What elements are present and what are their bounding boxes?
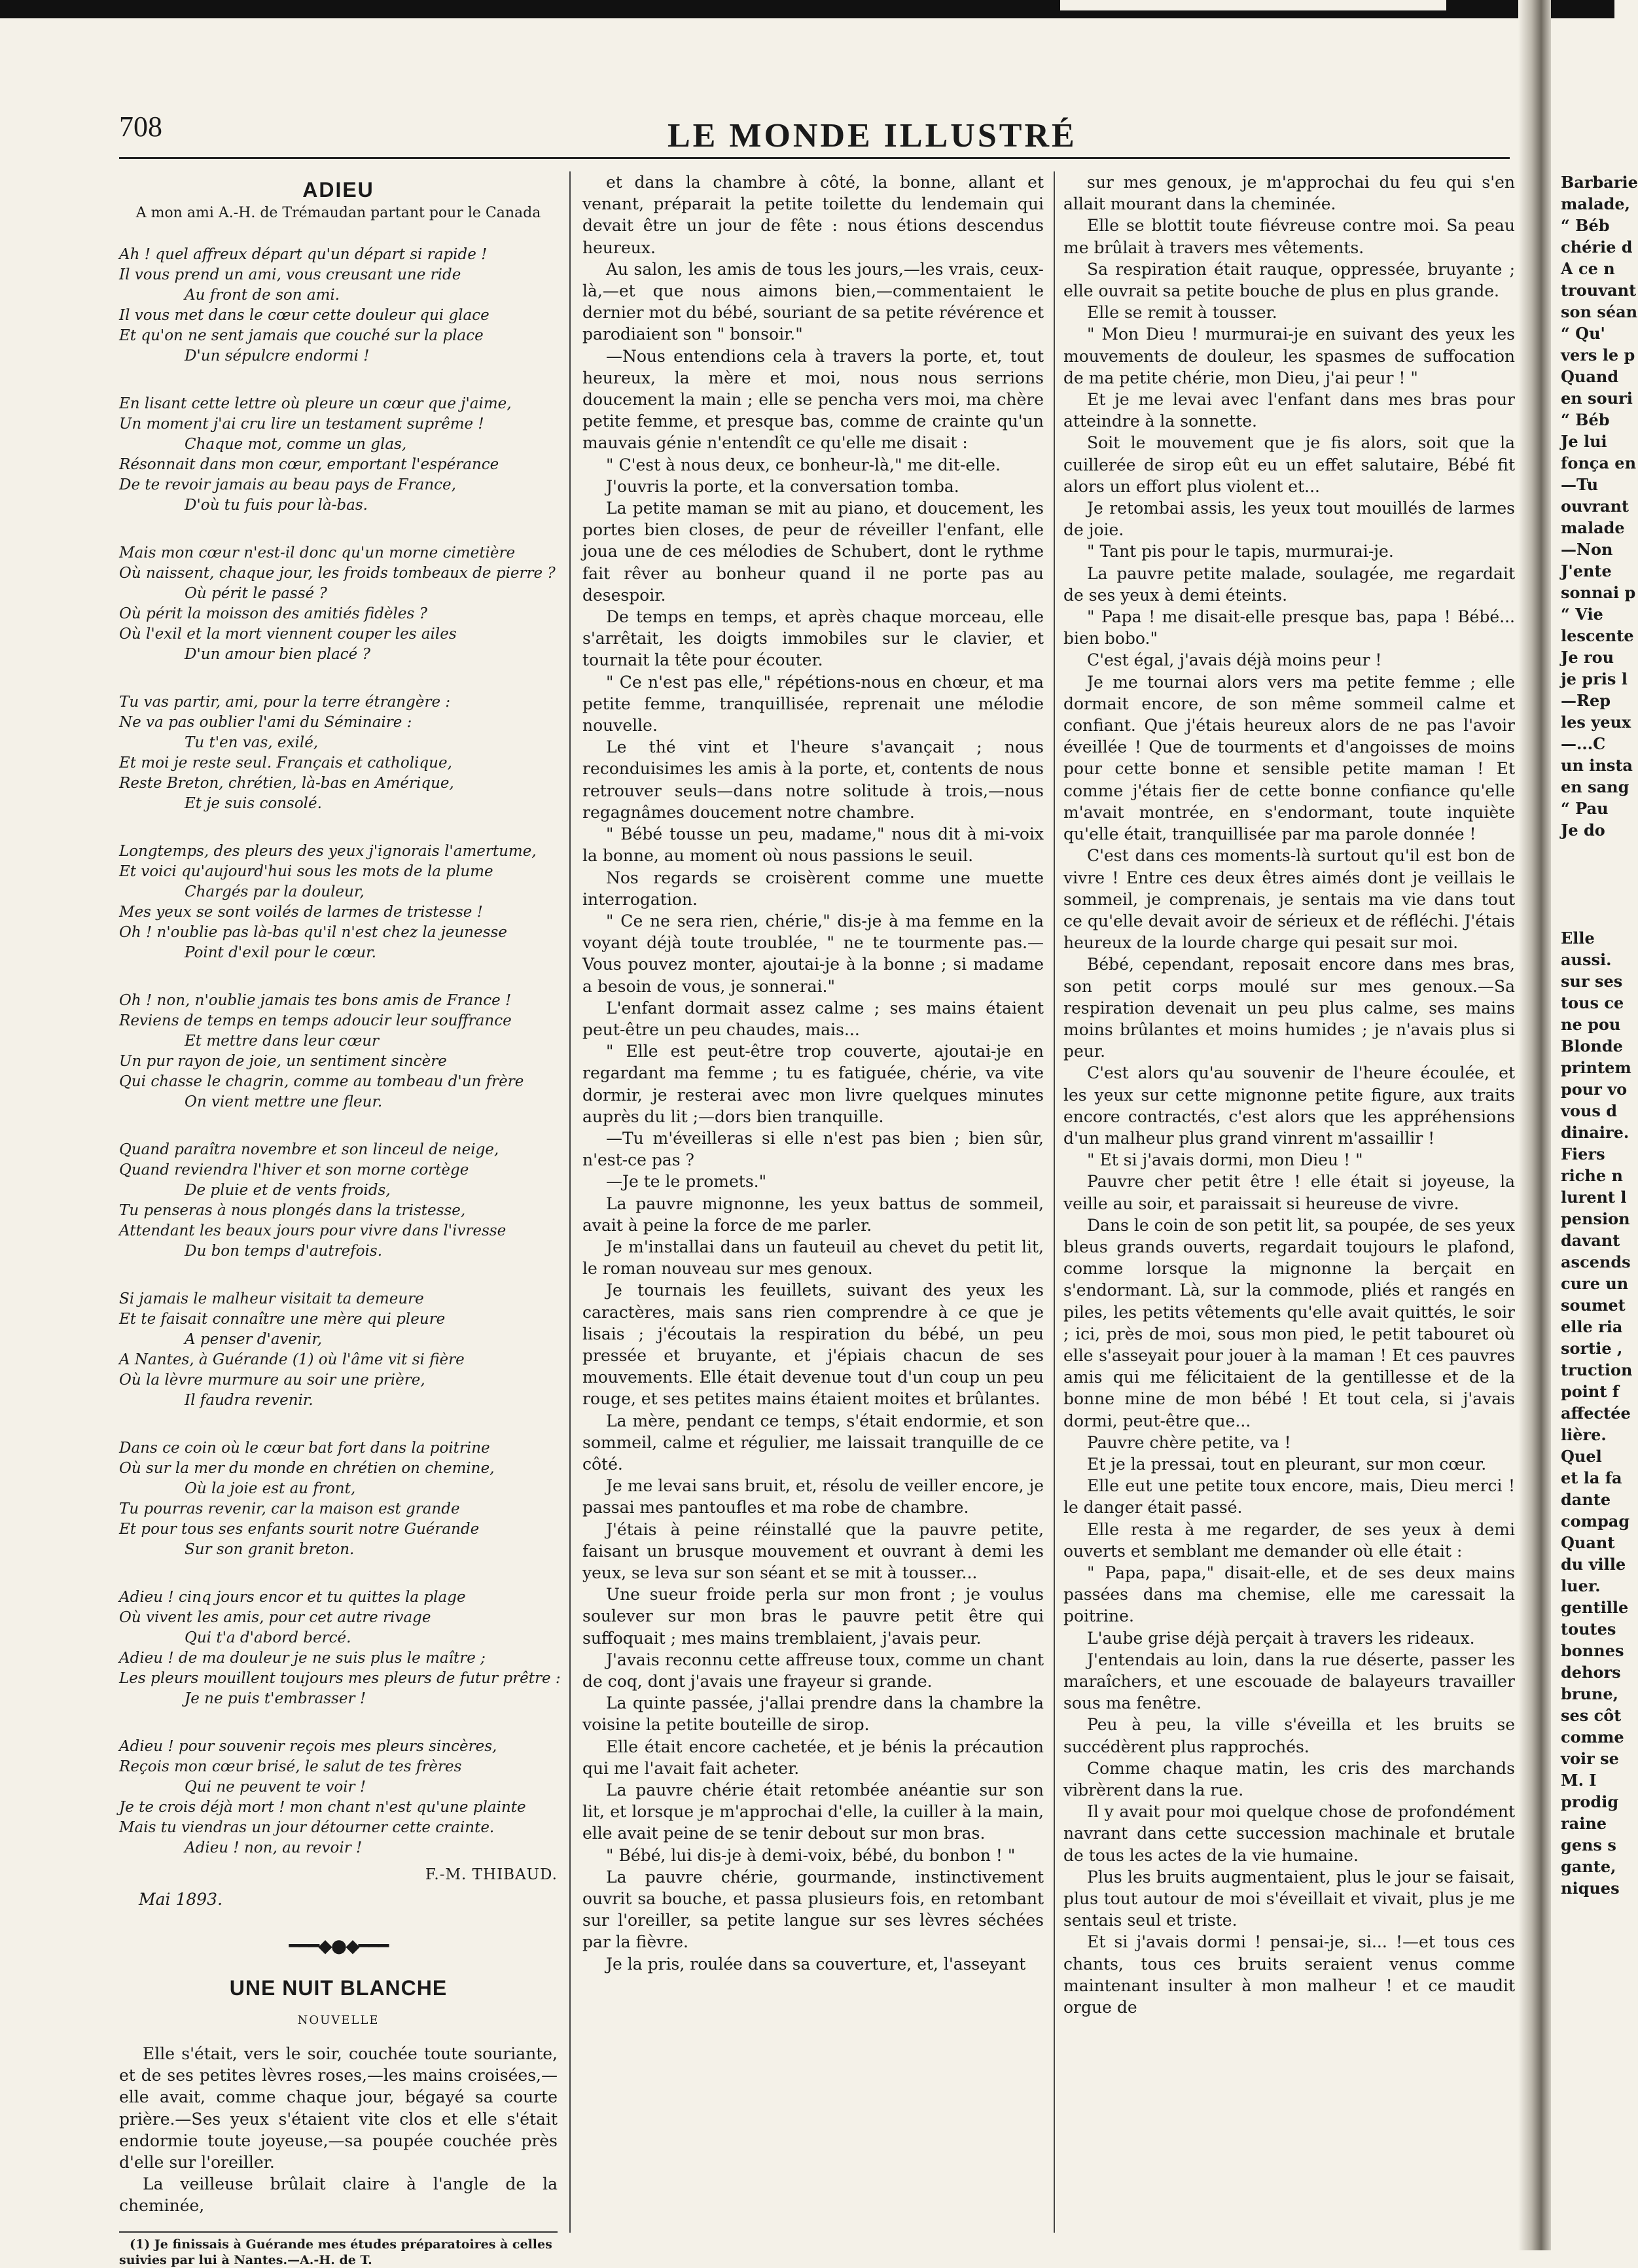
poem-line: Où périt le passé ? — [185, 585, 327, 602]
poem-stanza — [119, 245, 558, 366]
paragraph: —Nous entendions cela à travers la porte, et, tout heureux, la mère et moi, nous nous serrions doucement la main ; elle se pencha vers moi, ma chère petite femme, et presque bas, comme de crainte qu'un mauvais génie n'entendît ce qu'elle me disait : — [582, 346, 1044, 453]
paragraph: J'entendais au loin, dans la rue déserte, passer les maraîchers, et une escouade de balayeurs travailler sous ma fenêtre. — [1063, 1650, 1515, 1713]
poem-line: Mais mon cœur n'est-il donc qu'un morne cimetière — [119, 544, 516, 561]
poem-line: Un moment j'ai cru lire un testament suprême ! — [119, 416, 484, 433]
paragraph: Je me levai sans bruit, et, résolu de veiller encore, je passai mes pantoufles et ma robe de chambre. — [582, 1476, 1044, 1517]
poem-line: Tu t'en vas, exilé, — [185, 734, 319, 751]
text-fragment: vous d — [1561, 1101, 1618, 1120]
paragraph: Et si j'avais dormi ! pensai-je, si... !—et tous ces chants, tous ces bruits seraient venus comme maintenant insulter à mon malheur ! et ce maudit orgue de — [1063, 1932, 1515, 2017]
paragraph: " Elle est peut-être trop couverte, ajoutai-je en regardant ma femme ; tu es fatiguée, chérie, va vite dormir, je resterai avec mon livre quelques minutes auprès du lit ;—dors bien tranquille. — [582, 1042, 1044, 1126]
footnote: (1) Je finissais à Guérande mes études préparatoires à celles suivies par lui à Nantes.—A.-H. de T. — [119, 2237, 552, 2267]
text-fragment: lière. — [1561, 1425, 1607, 1444]
poem-line: D'un amour bien placé ? — [185, 646, 370, 663]
text-fragment: sortie , — [1561, 1339, 1623, 1358]
text-fragment: Je do — [1561, 821, 1605, 840]
paragraph: Peu à peu, la ville s'éveilla et les bruits se succédèrent plus rapprochés. — [1063, 1715, 1515, 1756]
text-fragment: malade, — [1561, 194, 1631, 213]
text-fragment: “ Béb — [1561, 410, 1610, 429]
text-fragment: Quel — [1561, 1447, 1602, 1466]
paragraph: Nos regards se croisèrent comme une muette interrogation. — [582, 868, 1044, 909]
text-fragment — [1561, 841, 1614, 862]
paragraph: Elle s'était, vers le soir, couchée toute souriante, et de ses petites lèvres roses,—les mains croisées,—elle avait, comme chaque jour, bégayé sa courte prière.—Ses yeux s'étaient vite clos et elle s'était endormie toute joyeuse,—sa poupée couchée près d'elle sur l'oreiller. — [119, 2044, 558, 2172]
text-fragment: du ville — [1561, 1555, 1626, 1574]
text-fragment: “ Vie — [1561, 605, 1603, 624]
poem-line: Où la lèvre murmure au soir une prière, — [119, 1372, 425, 1389]
poem-line: Longtemps, des pleurs des yeux j'ignorais l'amertume, — [119, 843, 537, 860]
poem-line: Il faudra revenir. — [185, 1392, 313, 1409]
poem-line: Chaque mot, comme un glas, — [185, 436, 407, 453]
text-fragment: affectée — [1561, 1404, 1631, 1423]
text-fragment: Quand — [1561, 367, 1619, 386]
paragraph: L'enfant dormait assez calme ; ses mains étaient peut-être un peu chaudes, mais... — [582, 998, 1044, 1039]
poem-line: Ne va pas oublier l'ami du Séminaire : — [119, 714, 412, 731]
text-fragment: en sang — [1561, 777, 1629, 796]
poem-line: En lisant cette lettre où pleure un cœur que j'aime, — [119, 395, 512, 412]
poem-stanza — [119, 1140, 558, 1262]
poem-line: On vient mettre une fleur. — [185, 1093, 383, 1110]
paragraph: " Bébé, lui dis-je à demi-voix, bébé, du bonbon ! " — [606, 1845, 1016, 1865]
paragraph: Et je la pressai, tout en pleurant, sur mon cœur. — [1087, 1454, 1487, 1474]
poem-line: Adieu ! non, au revoir ! — [185, 1839, 363, 1856]
poem-line: Mais tu viendras un jour détourner cette crainte. — [119, 1819, 495, 1836]
poem-line: Adieu ! de ma douleur je ne suis plus le maître ; — [119, 1650, 486, 1667]
paragraph: J'avais reconnu cette affreuse toux, comme un chant de coq, dont j'avais une frayeur si grande. — [582, 1650, 1044, 1692]
poem-stanza — [119, 1737, 558, 1858]
poem-line: Chargés par la douleur, — [185, 883, 365, 900]
poem-signature: F.-M. THIBAUD. — [425, 1866, 558, 1883]
poem-line: De pluie et de vents froids, — [185, 1182, 391, 1199]
poem-line: Et je suis consolé. — [185, 795, 322, 812]
column-2 — [582, 171, 1044, 2246]
poem-stanza — [119, 1438, 558, 1560]
poem-line: Où périt la moisson des amitiés fidèles ? — [119, 605, 427, 622]
poem-line: A Nantes, à Guérande (1) où l'âme vit si fière — [119, 1351, 465, 1368]
poem-line: Il vous met dans le cœur cette douleur qui glace — [119, 307, 490, 324]
header-rule — [119, 157, 1510, 159]
poem-line: Oh ! n'oublie pas là-bas qu'il n'est chez la jeunesse — [119, 924, 507, 941]
paragraph: " C'est à nous deux, ce bonheur-là," me dit-elle. — [606, 455, 1001, 474]
poem-line: Au front de son ami. — [185, 287, 340, 304]
poem-line: Et voici qu'aujourd'hui sous les mots de la plume — [119, 863, 493, 880]
text-fragment: fonça en — [1561, 453, 1637, 472]
text-fragment: vers le p — [1561, 346, 1635, 364]
paragraph: La pauvre chérie était retombée anéantie sur son lit, et lorsque je m'approchai d'elle, la cuiller à la main, elle avait peine de se tenir debout sur mon bras. — [582, 1781, 1044, 1843]
text-fragment: Je lui — [1561, 432, 1607, 451]
paragraph: Pauvre chère petite, va ! — [1087, 1432, 1291, 1452]
text-fragment: Je rou — [1561, 648, 1614, 667]
column-rule-1 — [569, 171, 571, 2233]
page-number: 708 — [119, 111, 162, 143]
text-fragment: soumet — [1561, 1296, 1626, 1315]
text-fragment: pension — [1561, 1209, 1630, 1228]
top-border-gap — [1060, 0, 1446, 10]
text-fragment: M. I — [1561, 1771, 1597, 1790]
paragraph: —Je te le promets." — [606, 1172, 767, 1192]
text-fragment: lescente — [1561, 626, 1634, 645]
paragraph: De temps en temps, et après chaque morceau, elle s'arrêtait, les doigts immobiles sur le clavier, et tournait la tête pour écouter. — [582, 607, 1044, 670]
poem-line: Les pleurs mouillent toujours mes pleurs de futur prêtre : — [119, 1670, 561, 1687]
paragraph: Elle était encore cachetée, et je bénis la précaution qui me l'avait fait acheter. — [582, 1737, 1044, 1778]
text-fragment: truction — [1561, 1360, 1633, 1379]
poem-line: Un pur rayon de joie, un sentiment sincère — [119, 1053, 447, 1070]
paragraph: Sa respiration était rauque, oppressée, bruyante ; elle ouvrait sa petite bouche de plus en plus grande. — [1063, 259, 1515, 301]
text-fragment — [1561, 906, 1614, 927]
text-fragment: —...C — [1561, 734, 1606, 753]
paragraph: La mère, pendant ce temps, s'était endormie, et son sommeil, calme et régulier, me laissait tranquille de ce côté. — [582, 1411, 1044, 1474]
text-fragment: toutes — [1561, 1620, 1616, 1639]
text-fragment: “ Qu' — [1561, 324, 1605, 343]
footnote-rule — [119, 2231, 558, 2233]
text-fragment: —Tu — [1561, 475, 1599, 494]
text-fragment: point f — [1561, 1382, 1620, 1401]
text-fragment: tous ce — [1561, 993, 1624, 1012]
poem-line: Tu penseras à nous plongés dans la tristesse, — [119, 1202, 466, 1219]
text-fragment: luer. — [1561, 1576, 1601, 1595]
text-fragment: je pris l — [1561, 669, 1628, 688]
poem-line: Attendant les beaux jours pour vivre dans l'ivresse — [119, 1222, 507, 1239]
paragraph: sur mes genoux, je m'approchai du feu qui s'en allait mourant dans la cheminée. — [1063, 173, 1515, 214]
poem-date: Mai 1893. — [139, 1890, 223, 1909]
poem-line: Et te faisait connaître une mère qui pleure — [119, 1311, 446, 1328]
poem-line: Reviens de temps en temps adoucir leur souffrance — [119, 1012, 512, 1029]
text-fragment: ouvrant — [1561, 497, 1629, 516]
text-fragment: les yeux — [1561, 713, 1631, 732]
text-fragment: Quant — [1561, 1533, 1615, 1552]
poem-line: Qui ne peuvent te voir ! — [185, 1779, 366, 1796]
paragraph: Pauvre cher petit être ! elle était si joyeuse, la veille au soir, et paraissait si heureuse de vivre. — [1063, 1172, 1515, 1213]
paragraph: Je me tournai alors vers ma petite femme ; elle dormait encore, de son même sommeil calme et confiant. Que j'étais heureux alors de ne pas l'avoir éveillée ! Que de tourments et d'angoisses de moins pour cette bonne et sensible petite maman ! Et comme j'étais fier de cette bonne confiance qu'elle m'avait montrée, en s'endormant, toute inquiète qu'elle était, tranquillisée par ma parole donnée ! — [1063, 672, 1515, 844]
text-fragment — [1561, 862, 1614, 884]
poem-stanza — [119, 394, 558, 516]
poem-line: Si jamais le malheur visitait ta demeure — [119, 1290, 424, 1307]
story-column-2-body — [582, 171, 1044, 1975]
text-fragment: trouvant — [1561, 281, 1637, 300]
paragraph: et dans la chambre à côté, la bonne, allant et venant, préparait la petite toilette du lendemain qui devait être un jour de fête : nous étions descendus heureux. — [582, 173, 1044, 257]
poem-line: Où sur la mer du monde en chrétien on chemine, — [119, 1460, 495, 1477]
text-fragment: ses côt — [1561, 1706, 1622, 1725]
poem-line: Adieu ! cinq jours encor et tu quittes la plage — [119, 1589, 466, 1606]
paragraph: Le thé vint et l'heure s'avançait ; nous reconduisimes les amis à la porte, et, contents de nous retrouver seuls—dans notre solitude à trois,—nous regagnâmes doucement notre chambre. — [582, 737, 1044, 822]
text-fragment: chérie d — [1561, 238, 1633, 257]
poem-line: Oh ! non, n'oublie jamais tes bons amis de France ! — [119, 992, 512, 1009]
column-3 — [1063, 171, 1515, 2246]
poem-line: Qui t'a d'abord bercé. — [185, 1629, 351, 1646]
paragraph: Elle eut une petite toux encore, mais, Dieu merci ! le danger était passé. — [1063, 1476, 1515, 1517]
paragraph: Au salon, les amis de tous les jours,—les vrais, ceux-là,—et que nous aimons bien,—commentaient le dernier mot du bébé, souriant de sa petite révérence et parodiaient son " bonsoir." — [582, 259, 1044, 344]
text-fragment: “ Béb — [1561, 216, 1610, 235]
text-fragment: —Non — [1561, 540, 1613, 559]
story-title: UNE NUIT BLANCHE — [229, 1976, 448, 2000]
text-fragment: gentille — [1561, 1598, 1629, 1617]
text-fragment: malade — [1561, 518, 1625, 537]
paragraph: Je m'installai dans un fauteuil au chevet du petit lit, le roman nouveau sur mes genoux. — [582, 1237, 1044, 1279]
paragraph: La pauvre mignonne, les yeux battus de sommeil, avait à peine la force de me parler. — [582, 1194, 1044, 1235]
paragraph: Elle se remit à tousser. — [1087, 303, 1277, 323]
text-fragment: pour vo — [1561, 1080, 1628, 1099]
text-fragment: compag — [1561, 1512, 1630, 1531]
poem-line: De te revoir jamais au beau pays de France, — [119, 476, 456, 493]
poem-line: Mes yeux se sont voilés de larmes de tristesse ! — [119, 904, 483, 921]
text-fragment: et la fa — [1561, 1468, 1622, 1487]
poem-line: D'un sépulcre endormi ! — [185, 347, 370, 364]
story-column-3-body — [1063, 171, 1515, 2018]
poem-line: Du bon temps d'autrefois. — [185, 1243, 383, 1260]
text-fragment — [1561, 884, 1614, 906]
paragraph: Je retombai assis, les yeux tout mouillés de larmes de joie. — [1063, 499, 1515, 540]
poem-line: Reçois mon cœur brisé, le salut de tes frères — [119, 1758, 462, 1775]
paragraph: " Bébé tousse un peu, madame," nous dit à mi-voix la bonne, au moment où nous passions le seuil. — [582, 824, 1044, 866]
page-fold-shadow — [1518, 0, 1551, 2250]
text-fragment: aussi. — [1561, 950, 1612, 969]
paragraph: " Tant pis pour le tapis, murmurai-je. — [1087, 542, 1394, 561]
poem-line: Je te crois déjà mort ! mon chant n'est qu'une plainte — [119, 1799, 526, 1816]
text-fragment: A ce n — [1561, 259, 1615, 278]
text-fragment: riche n — [1561, 1166, 1623, 1185]
poem-dedication: A mon ami A.-H. de Trémaudan partant pour le Canada — [135, 205, 541, 221]
text-fragment: bonnes — [1561, 1641, 1624, 1660]
text-fragment: son séan — [1561, 302, 1638, 321]
story-subtitle: NOUVELLE — [297, 2013, 380, 2027]
column-rule-2 — [1054, 171, 1055, 2233]
masthead-title: LE MONDE ILLUSTRÉ — [668, 117, 1077, 154]
text-fragment: gens s — [1561, 1835, 1616, 1854]
paragraph: C'est alors qu'au souvenir de l'heure écoulée, et les yeux sur cette mignonne petite figure, aux traits encore contractés, c'est alors que les appréhensions d'un malheur plus grand vinrent m'assaillir ! — [1063, 1063, 1515, 1148]
section-separator: ━━━◆●◆━━━ — [289, 1935, 388, 1957]
poem-stanza — [119, 991, 558, 1112]
poem-body — [119, 245, 561, 1858]
paragraph: J'étais à peine réinstallé que la pauvre petite, faisant un brusque mouvement et ouvrant à demi les yeux, se leva sur son séant et se mit à tousser... — [582, 1519, 1044, 1582]
text-fragment: cure un — [1561, 1274, 1629, 1293]
column-4-cropped — [1561, 171, 1638, 2246]
story-column-1-body — [119, 2043, 558, 2217]
paragraph: " Ce n'est pas elle," répétions-nous en chœur, et ma petite femme, tranquillisée, reprenait une mélodie nouvelle. — [582, 672, 1044, 735]
text-fragment: comme — [1561, 1728, 1624, 1746]
text-fragment: sur ses — [1561, 972, 1623, 991]
paragraph: Elle se blottit toute fiévreuse contre moi. Sa peau me brûlait à travers mes vêtements. — [1063, 216, 1515, 257]
text-fragment: Barbarie — [1561, 173, 1638, 192]
text-fragment: printem — [1561, 1058, 1631, 1077]
paragraph: C'est égal, j'avais déjà moins peur ! — [1087, 650, 1382, 670]
poem-stanza — [119, 692, 558, 814]
text-fragment: lurent l — [1561, 1188, 1627, 1207]
paragraph: La pauvre petite malade, soulagée, me regardait de ses yeux à demi éteints. — [1063, 563, 1515, 605]
text-fragment: niques — [1561, 1879, 1620, 1898]
text-fragment: davant — [1561, 1231, 1620, 1250]
paragraph: Dans le coin de son petit lit, sa poupée, de ses yeux bleus grands ouverts, regardait toujours le plafond, comme lorsque la mignonne la berçait en s'endormant. Là, sur la commode, pliés et rangés en piles, les petits vêtements qu'elle avait quittés, le soir ; ici, près de moi, sous mon pied, le petit tabouret où elle s'asseyait pour jouer à la maman ! Et ces pauvres amis qui me félicitaient de la gentillesse et de la bonne mine de mon bébé ! Et tout cela, si j'avais dormi, peut-être que... — [1063, 1215, 1515, 1430]
text-fragment: Elle — [1561, 929, 1595, 948]
poem-line: Résonnait dans mon cœur, emportant l'espérance — [119, 456, 499, 473]
poem-title: ADIEU — [302, 178, 374, 202]
paragraph: " Papa ! me disait-elle presque bas, papa ! Bébé... bien bobo." — [1063, 607, 1515, 648]
paragraph: " Et si j'avais dormi, mon Dieu ! " — [1087, 1150, 1363, 1170]
poem-line: Quand paraîtra novembre et son linceul de neige, — [119, 1141, 499, 1158]
paragraph: La quinte passée, j'allai prendre dans la chambre la voisine la petite bouteille de sirop. — [582, 1693, 1044, 1735]
poem-line: Tu pourras revenir, car la maison est grande — [119, 1500, 460, 1517]
text-fragment: elle ria — [1561, 1317, 1623, 1336]
paragraph: Je tournais les feuillets, suivant des yeux les caractères, mais sans rien comprendre à ce que je lisais ; j'écoutais la respiration du bébé, un peu pressée et bruyante, et j'épiais chacun de ses mouvements. Elle était devenue tout d'un coup un peu rouge, et ses petites mains étaient moites et brûlantes. — [582, 1281, 1044, 1409]
poem-line: Où naissent, chaque jour, les froids tombeaux de pierre ? — [119, 565, 556, 582]
paragraph: C'est dans ces moments-là surtout qu'il est bon de vivre ! Entre ces deux êtres aimés dont je veillais le sommeil, je comprenais, je sentais ma vie dans tout ce qu'elle devait avoir de sérieux et de réfléchi. J'étais heureux de la lourde charge qui pesait sur moi. — [1063, 846, 1515, 953]
poem-line: Tu vas partir, ami, pour la terre étrangère : — [119, 694, 451, 711]
poem-line: Et qu'on ne sent jamais que couché sur la place — [119, 327, 484, 344]
poem-line: Et mettre dans leur cœur — [185, 1033, 380, 1050]
poem-line: Qui chasse le chagrin, comme au tombeau d'un frère — [119, 1073, 524, 1090]
text-fragment: un insta — [1561, 756, 1633, 775]
adjacent-page-fragments — [1561, 171, 1638, 1899]
paragraph: La veilleuse brûlait claire à l'angle de la cheminée, — [119, 2174, 558, 2216]
paragraph: Une sueur froide perla sur mon front ; je voulus soulever sur mon bras le pauvre petit être qui suffoquait ; mes mains tremblaient, j'avais peur. — [582, 1585, 1044, 1648]
text-fragment: Blonde — [1561, 1037, 1623, 1055]
text-fragment: gante, — [1561, 1857, 1616, 1876]
poem-line: A penser d'avenir, — [185, 1331, 323, 1348]
poem-line: Ah ! quel affreux départ qu'un départ si rapide ! — [119, 246, 488, 263]
poem-line: D'où tu fuis pour là-bas. — [185, 497, 368, 514]
text-fragment: dante — [1561, 1490, 1611, 1509]
paragraph: Plus les bruits augmentaient, plus le jour se faisait, plus tout autour de moi s'éveillait et vivait, plus je me sentais seul et triste. — [1063, 1867, 1515, 1930]
poem-line: Il vous prend un ami, vous creusant une ride — [119, 266, 461, 283]
paragraph: Comme chaque matin, les cris des marchands vibrèrent dans la rue. — [1063, 1758, 1515, 1800]
text-fragment: voir se — [1561, 1749, 1619, 1768]
poem-line: Dans ce coin où le cœur bat fort dans la poitrine — [119, 1440, 490, 1457]
poem-stanza — [119, 1587, 561, 1709]
text-fragment: J'ente — [1561, 561, 1612, 580]
paragraph: " Papa, papa," disait-elle, et de ses deux mains passées dans ma chemise, elle me caressait la poitrine. — [1063, 1563, 1515, 1626]
text-fragment: brune, — [1561, 1684, 1618, 1703]
poem-line: Et pour tous ses enfants sourit notre Guérande — [119, 1521, 480, 1538]
poem-line: Je ne puis t'embrasser ! — [185, 1690, 366, 1707]
text-fragment: “ Pau — [1561, 799, 1609, 818]
text-fragment: Fiers — [1561, 1144, 1605, 1163]
poem-line: Quand reviendra l'hiver et son morne cortège — [119, 1161, 469, 1178]
poem-line: Où vivent les amis, pour cet autre rivage — [119, 1609, 431, 1626]
poem-line: Où la joie est au front, — [185, 1480, 356, 1497]
text-fragment: ascends — [1561, 1252, 1631, 1271]
text-fragment: raine — [1561, 1814, 1607, 1833]
poem-line: Et moi je reste seul. Français et catholique, — [119, 754, 452, 771]
paragraph: " Mon Dieu ! murmurai-je en suivant des yeux les mouvements de douleur, les spasmes de suffocation de ma petite chérie, mon Dieu, j'ai peur ! " — [1063, 325, 1515, 387]
paragraph: Il y avait pour moi quelque chose de profondément navrant dans cette succession machinale et brutale de tous les actes de la vie humaine. — [1063, 1802, 1515, 1865]
paragraph: L'aube grise déjà perçait à travers les rideaux. — [1087, 1628, 1475, 1648]
paragraph: Bébé, cependant, reposait encore dans mes bras, son petit corps moulé sur mes genoux.—Sa respiration devenait un peu plus calme, ses mains moins brûlantes et moins humides ; je n'avais plus si peur. — [1063, 955, 1515, 1061]
poem-line: Sur son granit breton. — [185, 1541, 355, 1558]
paragraph: —Tu m'éveilleras si elle n'est pas bien ; bien sûr, n'est-ce pas ? — [582, 1128, 1044, 1170]
paragraph: La petite maman se mit au piano, et doucement, les portes bien closes, de peur de réveiller l'enfant, elle joua une de ces mélodies de Schubert, dont le rythme fait rêver au bonheur quand il ne porte pas au desespoir. — [582, 499, 1044, 605]
poem-stanza — [119, 1289, 558, 1411]
column-1 — [119, 171, 561, 2267]
text-fragment: dinaire. — [1561, 1123, 1629, 1142]
paragraph: J'ouvris la porte, et la conversation tomba. — [606, 476, 959, 496]
paragraph: Soit le mouvement que je fis alors, soit que la cuillerée de sirop eût eu un effet salutaire, Bébé fit alors un effort plus violent et... — [1063, 433, 1515, 496]
text-fragment: ne pou — [1561, 1015, 1621, 1034]
text-fragment: sonnai p — [1561, 583, 1636, 602]
poem-line: Adieu ! pour souvenir reçois mes pleurs sincères, — [119, 1738, 497, 1755]
paragraph: Et je me levai avec l'enfant dans mes bras pour atteindre à la sonnette. — [1063, 390, 1515, 431]
poem-stanza — [119, 842, 558, 963]
poem-stanza — [119, 543, 558, 665]
text-fragment: en souri — [1561, 389, 1633, 408]
paragraph: " Ce ne sera rien, chérie," dis-je à ma femme en la voyant déjà toute troublée, " ne te tourmente pas.—Vous pouvez monter, ajoutai-je à la bonne ; si madame a besoin de vous, je sonnerai." — [582, 911, 1044, 996]
paragraph: Je la pris, roulée dans sa couverture, et, l'asseyant — [606, 1954, 1026, 1974]
poem-line: Point d'exil pour le cœur. — [185, 944, 376, 961]
text-fragment: dehors — [1561, 1663, 1621, 1682]
paragraph: La pauvre chérie, gourmande, instinctivement ouvrit sa bouche, et passa plusieurs fois, en retombant sur l'oreiller, sa petite langue sur ses lèvres séchées par la fièvre. — [582, 1867, 1044, 1952]
poem-line: Reste Breton, chrétien, là-bas en Amérique, — [119, 775, 454, 792]
text-fragment: prodig — [1561, 1792, 1619, 1811]
poem-line: Où l'exil et la mort viennent couper les ailes — [119, 626, 457, 643]
text-fragment: —Rep — [1561, 691, 1611, 710]
paragraph: Elle resta à me regarder, de ses yeux à demi ouverts et semblant me demander où elle était : — [1063, 1519, 1515, 1561]
